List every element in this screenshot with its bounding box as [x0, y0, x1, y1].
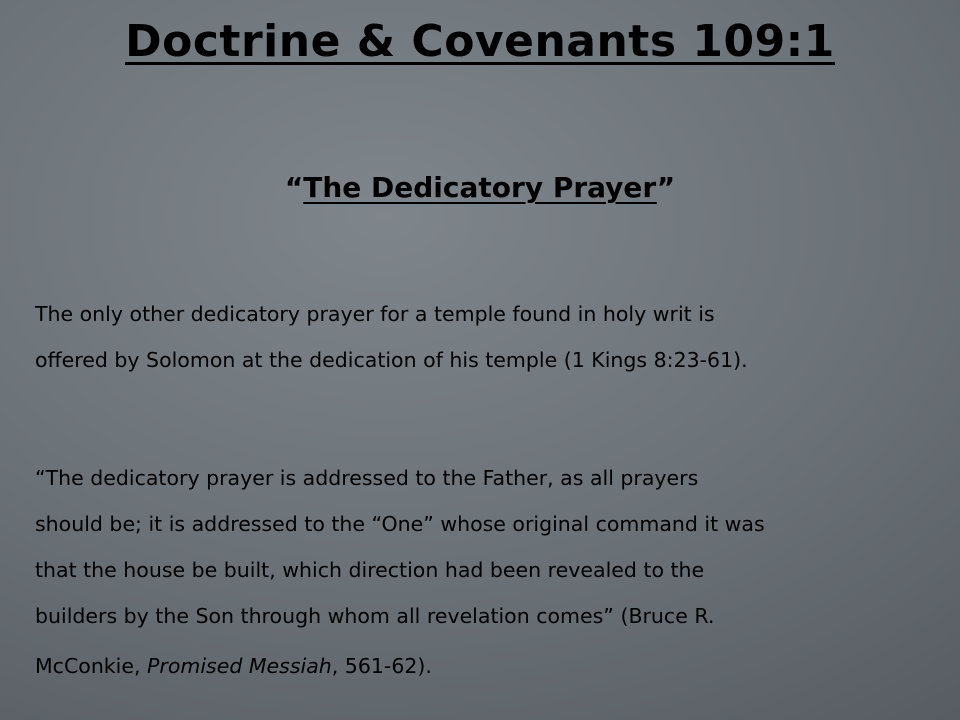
- paragraph-line: should be; it is addressed to the “One” whose original command it was: [35, 512, 765, 536]
- paragraph-line: that the house be built, which direction had been revealed to the: [35, 558, 705, 582]
- paragraph-line: offered by Solomon at the dedication of his temple (1 Kings 8:23-61).: [35, 348, 748, 372]
- paragraph-citation-line: [35, 643, 935, 689]
- paragraph-solomon: [35, 291, 935, 383]
- citation-pages: , 561-62).: [331, 654, 432, 678]
- subtitle-text: The Dedicatory Prayer: [303, 171, 657, 204]
- slide-subtitle: [0, 166, 960, 210]
- subtitle-close-quote: ”: [656, 171, 676, 204]
- citation-author: McConkie,: [35, 654, 148, 678]
- subtitle-open-quote: “: [284, 171, 304, 204]
- paragraph-line: “The dedicatory prayer is addressed to the Father, as all prayers: [35, 466, 699, 490]
- citation-book-title: Promised Messiah: [147, 654, 332, 678]
- paragraph-line: builders by the Son through whom all revelation comes” (Bruce R.: [35, 604, 715, 628]
- slide-title: Doctrine & Covenants 109:1: [125, 16, 835, 67]
- paragraph-mcconkie-quote: [35, 455, 935, 689]
- paragraph-line: The only other dedicatory prayer for a temple found in holy writ is: [35, 302, 715, 326]
